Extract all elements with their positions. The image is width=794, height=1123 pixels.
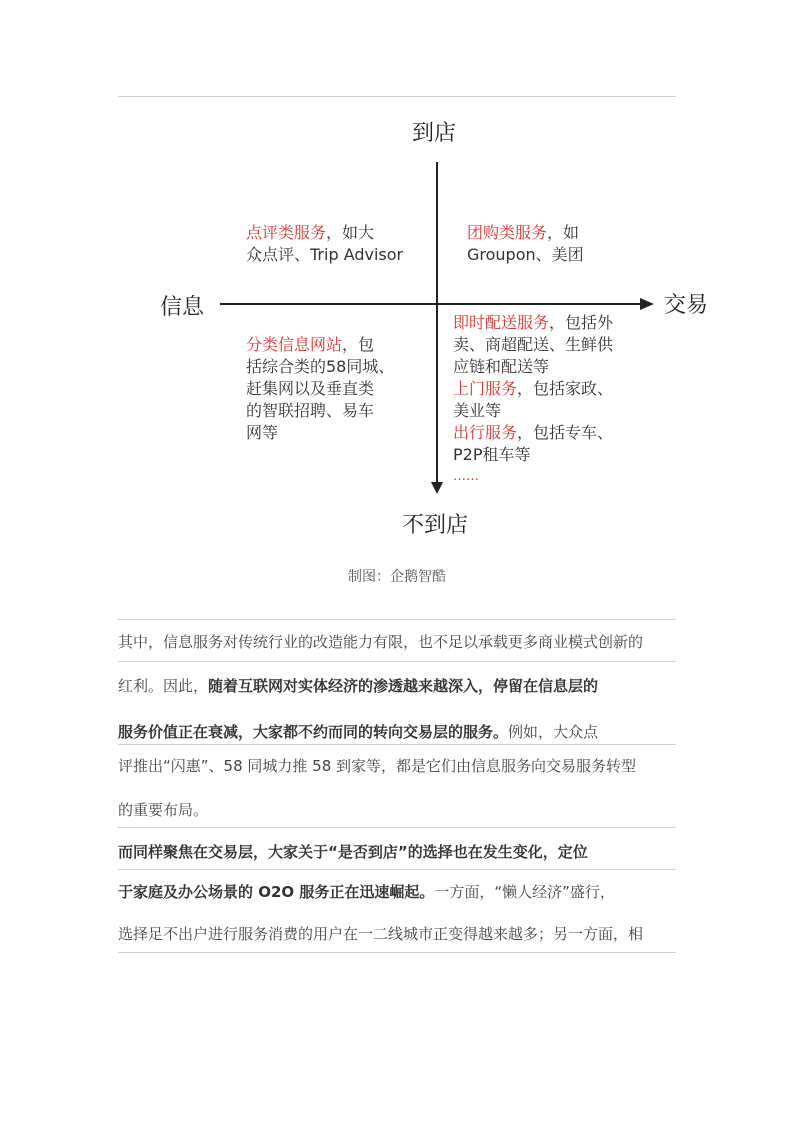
quadrant-text: 的智联招聘、易车 [246, 401, 375, 420]
quadrant-text: 赶集网以及垂直类 [246, 379, 375, 398]
axis-label-top: 到店 [412, 121, 457, 146]
quadrant-info-nostore [246, 334, 394, 444]
axis-label-left: 信息 [160, 295, 205, 320]
quadrant-text: ，包括外 [549, 313, 614, 332]
ellipsis: …… [453, 469, 479, 484]
quadrant-trade-nostore [453, 312, 613, 488]
figure-caption: 制图：企鹅智酷 [348, 569, 446, 585]
line-divider [118, 869, 676, 870]
paragraph-text: 一方面，“懒人经济”盛行， [434, 883, 615, 901]
bold-text: 随着互联网对实体经济的渗透越来越深入，停留在信息层的 [208, 677, 599, 695]
quadrant-text: 美业等 [453, 401, 502, 420]
bottom-divider [118, 952, 676, 953]
paragraph-line: 评推出“闪惠”、58 同城力推 58 到家等，都是它们由信息服务向交易服务转型 [118, 757, 637, 775]
paragraph-line [118, 675, 598, 696]
paragraph-line: 其中，信息服务对传统行业的改造能力有限，也不足以承载更多商业模式创新的 [118, 633, 644, 651]
axis-label-bottom: 不到店 [402, 513, 469, 538]
highlight-label: 分类信息网站 [246, 335, 343, 354]
quadrant-trade-store [467, 222, 584, 266]
quadrant-text: ，包括家政、 [517, 379, 614, 398]
paragraph-2 [118, 827, 678, 953]
quadrant-text: Groupon、美团 [467, 245, 584, 264]
paragraph-line: 的重要布局。 [118, 801, 209, 819]
quadrant-text: 括综合类的58同城、 [246, 357, 395, 376]
quadrant-diagram [0, 0, 794, 560]
quadrant-text: P2P租车等 [453, 445, 531, 464]
highlight-label: 即时配送服务 [453, 313, 550, 332]
axis-label-right: 交易 [664, 293, 709, 318]
right-arrow-icon [640, 298, 654, 310]
quadrant-text: ，包括专车、 [517, 423, 614, 442]
highlight-label: 团购类服务 [467, 223, 548, 242]
paragraph-1 [118, 619, 678, 826]
quadrant-text: ，如大 [326, 223, 375, 242]
quadrant-info-store [246, 222, 403, 266]
bold-text: 服务价值正在衰减，大家都不约而同的转向交易层的服务。 [118, 723, 509, 741]
quadrant-text: ，包 [342, 335, 375, 354]
paragraph-line: 选择足不出户进行服务消费的用户在一二线城市正变得越来越多；另一方面，相 [118, 925, 644, 943]
quadrant-text: 卖、商超配送、生鲜供 [453, 335, 614, 354]
down-arrow-icon [431, 482, 443, 494]
quadrant-text: 网等 [246, 423, 279, 442]
bold-text: 于家庭及办公场景的 O2O 服务正在迅速崛起。 [118, 883, 435, 901]
paragraph-text: 红利。因此， [118, 677, 209, 695]
paragraph-text: 例如，大众点 [508, 723, 599, 741]
highlight-label: 上门服务 [453, 379, 518, 398]
line-divider [118, 661, 676, 662]
highlight-label: 点评类服务 [246, 223, 327, 242]
line-divider [118, 744, 676, 745]
quadrant-text: 众点评、Trip Advisor [246, 245, 404, 264]
paragraph-line [118, 881, 615, 902]
bold-text: 而同样聚焦在交易层，大家关于“是否到店”的选择也在发生变化，定位 [118, 843, 588, 861]
quadrant-axes [0, 0, 794, 560]
highlight-label: 出行服务 [453, 423, 518, 442]
quadrant-text: ，如 [547, 223, 580, 242]
quadrant-text: 应链和配送等 [453, 357, 550, 376]
paragraph-line [118, 721, 598, 742]
